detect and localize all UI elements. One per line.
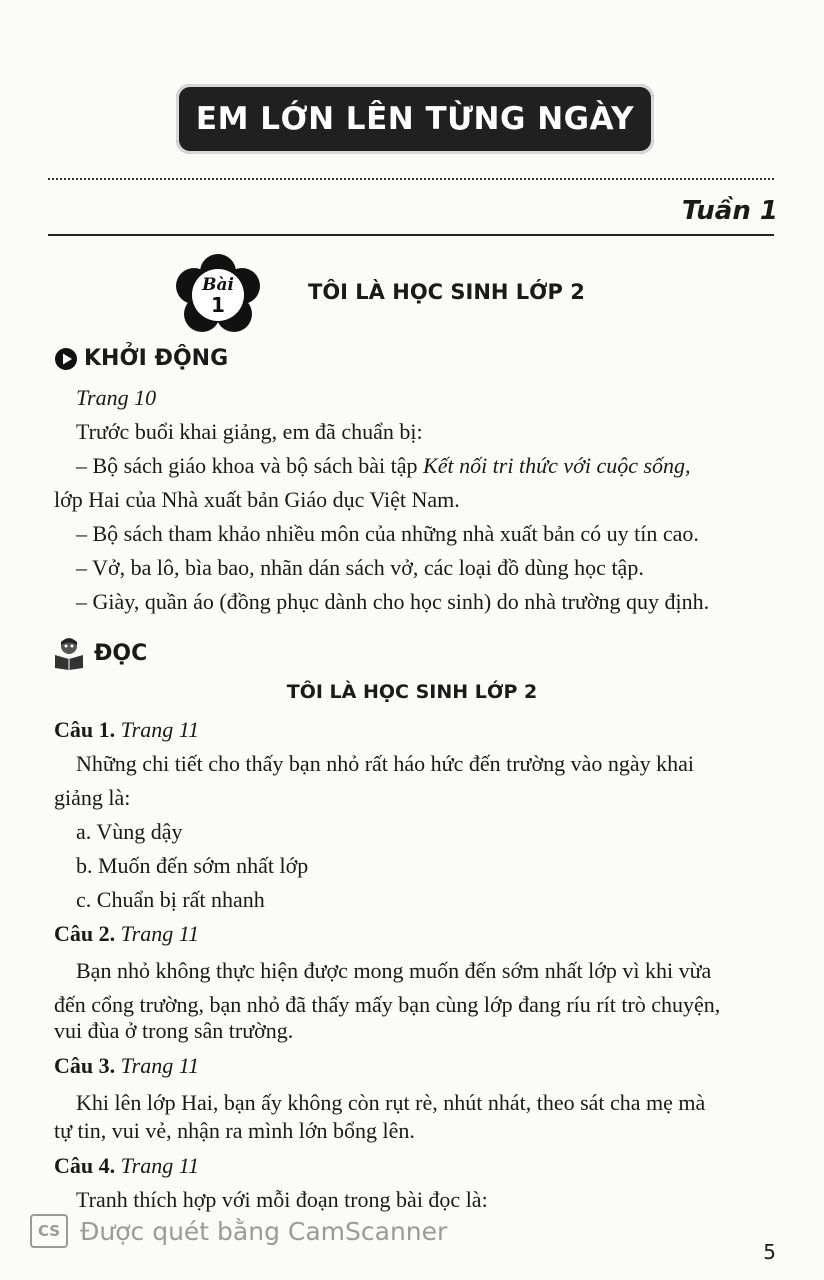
- khoi-dong-page-ref: Trang 10: [76, 385, 157, 410]
- play-circle-icon: [54, 347, 78, 371]
- question-1-option-a: a. Vùng dậy: [76, 819, 183, 844]
- question-3-line-2: tự tin, vui vẻ, nhận ra mình lớn bổng lên.: [54, 1118, 415, 1143]
- khoi-dong-item-1-text: – Bộ sách giáo khoa và bộ sách bài tập: [76, 453, 424, 478]
- khoi-dong-item-1-book-title: Kết nối tri thức với cuộc sống,: [423, 453, 691, 478]
- top-divider: [48, 178, 774, 180]
- section-khoi-dong-heading: KHỞI ĐỘNG: [84, 346, 229, 371]
- chapter-banner: [176, 84, 654, 154]
- lesson-badge-flower-icon: [172, 250, 264, 338]
- question-4-heading: [54, 1149, 199, 1183]
- question-4-line-1: Tranh thích hợp với mỗi đoạn trong bài đọc là:: [76, 1187, 488, 1212]
- question-3-page: Trang 11: [120, 1053, 200, 1078]
- reading-child-icon: [52, 636, 86, 670]
- page-number: 5: [763, 1240, 776, 1264]
- khoi-dong-item-3: – Vở, ba lô, bìa bao, nhãn dán sách vở, các loại đồ dùng học tập.: [76, 555, 644, 580]
- question-2-line-1: Bạn nhỏ không thực hiện được mong muốn đến sớm nhất lớp vì khi vừa: [76, 958, 712, 983]
- camscanner-logo-icon: CS: [30, 1214, 68, 1248]
- question-3-label: Câu 3.: [54, 1053, 116, 1078]
- chapter-title: EM LỚN LÊN TỪNG NGÀY: [195, 101, 635, 137]
- question-2-page: Trang 11: [120, 921, 200, 946]
- khoi-dong-item-2: – Bộ sách tham khảo nhiều môn của những nhà xuất bản có uy tín cao.: [76, 521, 699, 546]
- lesson-badge-number: 1: [211, 293, 225, 317]
- question-3-heading: [54, 1049, 199, 1083]
- khoi-dong-item-4: – Giày, quần áo (đồng phục dành cho học sinh) do nhà trường quy định.: [76, 589, 710, 614]
- section-doc-heading: ĐỌC: [94, 640, 148, 666]
- section-doc: [52, 636, 147, 670]
- lesson-title: TÔI LÀ HỌC SINH LỚP 2: [308, 280, 585, 304]
- question-3-line-1: Khi lên lớp Hai, bạn ấy không còn rụt rè, nhút nhát, theo sát cha mẹ mà: [76, 1090, 706, 1115]
- question-2-heading: [54, 917, 199, 951]
- khoi-dong-item-1-line-2: lớp Hai của Nhà xuất bản Giáo dục Việt Nam.: [54, 487, 460, 512]
- question-1-line-1: Những chi tiết cho thấy bạn nhỏ rất háo hức đến trường vào ngày khai: [76, 751, 695, 776]
- question-1-line-2: giảng là:: [54, 785, 131, 810]
- question-2-line-3: vui đùa ở trong sân trường.: [54, 1018, 294, 1043]
- question-1-option-c: c. Chuẩn bị rất nhanh: [76, 887, 265, 912]
- question-2-label: Câu 2.: [54, 921, 116, 946]
- question-2-line-2: đến cổng trường, bạn nhỏ đã thấy mấy bạn cùng lớp đang ríu rít trò chuyện,: [54, 992, 721, 1017]
- section-khoi-dong: [54, 346, 228, 371]
- reading-title: TÔI LÀ HỌC SINH LỚP 2: [286, 681, 538, 703]
- week-label: Tuần 1: [681, 196, 778, 226]
- khoi-dong-intro: Trước buổi khai giảng, em đã chuẩn bị:: [76, 419, 423, 444]
- week-divider: [48, 234, 774, 236]
- question-1-label: Câu 1.: [54, 717, 116, 742]
- question-1-option-b: b. Muốn đến sớm nhất lớp: [76, 853, 309, 878]
- camscanner-watermark: [30, 1214, 447, 1248]
- camscanner-text: Được quét bằng CamScanner: [80, 1216, 448, 1246]
- lesson-badge-word: Bài: [202, 275, 234, 295]
- question-4-label: Câu 4.: [54, 1153, 116, 1178]
- khoi-dong-item-1: [76, 449, 691, 483]
- question-4-page: Trang 11: [120, 1153, 200, 1178]
- question-1-heading: [54, 713, 199, 747]
- question-1-page: Trang 11: [120, 717, 200, 742]
